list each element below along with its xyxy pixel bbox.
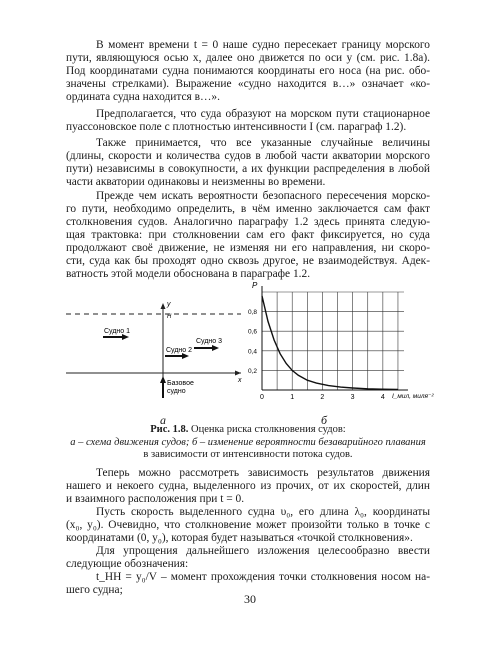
base-ship-arrowhead	[160, 376, 166, 383]
base-ship-label-line1: Базовое	[167, 380, 194, 387]
text-line: го пути, необходимо определить, в чём именно заключается сам факт	[66, 203, 430, 216]
probability-curve	[262, 296, 398, 390]
text-line: щая трактовка: при столкновении сам его факт фиксируется, но суда	[66, 229, 430, 242]
text-line: (длины, скорости и количества судов в любой части акватории морского	[66, 150, 430, 163]
x-tick-label: 1	[290, 394, 295, 401]
text-line: Также принимается, что все указанные случайные величины	[96, 137, 430, 149]
ship-2-label: Судно 2	[166, 347, 193, 354]
text-line: нашего и некоего судна, выделенного из прочих, от их скоростей, длин	[66, 480, 430, 493]
paragraph-1	[66, 39, 430, 104]
x-tick-label: 0	[260, 394, 264, 401]
text-line: ватность этой модели обоснована в параграфе 1.2.	[66, 268, 311, 281]
chart-axes	[262, 286, 408, 390]
text-line: продолжают своё движение, не изменяя ни его направления, ни скоро-	[66, 242, 430, 255]
paragraph-2	[66, 108, 430, 134]
figure-1-8	[66, 278, 446, 428]
chart-x-axis-label: I_мил, миля⁻²	[392, 393, 434, 400]
paragraph-5	[66, 467, 430, 506]
caption-text: Оценка риска столкновения судов:	[191, 424, 346, 435]
text-line: Теперь можно рассмотреть зависимость результатов движения	[96, 467, 430, 479]
text-line: ордината судна находится в…».	[66, 91, 220, 104]
figure-caption	[66, 424, 430, 462]
schema-diagram	[66, 301, 242, 398]
text-line: сти, суда как бы проходят одно сквозь другое, не взаимодействуя. Адек-	[66, 255, 430, 268]
text-line: шего судна;	[66, 584, 123, 597]
figure-label-a: а	[160, 413, 166, 427]
paragraph-6	[66, 506, 430, 545]
caption-line-1	[66, 424, 430, 437]
y-tick-label: 0,4	[248, 348, 258, 356]
probability-chart	[248, 281, 434, 401]
text-line: В момент времени t = 0 наше судно пересекает границу морского	[96, 39, 430, 51]
x-axis-arrowhead	[235, 371, 241, 376]
paragraph-3	[66, 137, 430, 189]
paragraph-4	[66, 190, 430, 281]
text-line: Для упрощения дальнейшего изложения целесообразно ввести	[96, 545, 430, 557]
text-line: значены стрелками). Выражение «судно находится в…» означает «ко-	[66, 78, 430, 91]
text-line: Под координатами судна понимаются координаты его носа (на рис. обо-	[66, 65, 430, 78]
ship-3-arrowhead	[212, 345, 219, 351]
text-line: пути) независимы в совокупности, а их функции распределения в любой	[66, 163, 430, 176]
ship-1-label: Судно 1	[104, 328, 131, 335]
chart-y-axis-label: P	[252, 281, 258, 290]
text-line: t_HH = y₀/V – момент прохождения точки столкновения носом на-	[96, 571, 430, 583]
paragraph-7	[66, 545, 430, 571]
text-line: пути, являющуюся осью x, далее оно движется по оси y (см. рис. 1.8а).	[66, 52, 430, 65]
text-line: части акватории одинаковы и неизменны во времени.	[66, 176, 326, 189]
y-tick-label: 0,6	[248, 328, 258, 336]
figure-label-b: б	[321, 413, 328, 427]
page-number: 30	[244, 592, 256, 606]
caption-line-2: а – схема движения судов; б – изменение вероятности безаварийного плавания	[70, 436, 426, 448]
text-line: и взаимного расположения при t = 0.	[66, 493, 245, 506]
text-line: (x₀, y₀). Очевидно, что столкновение может произойти только в точке с	[66, 519, 430, 532]
text-line: Пусть скорость выделенного судна υ₀, его длина λ₀, координаты	[96, 506, 430, 518]
y-axis-sublabel: H	[167, 314, 172, 320]
x-tick-label: 3	[350, 394, 355, 401]
x-axis-label: x	[238, 377, 242, 384]
x-tick-label: 4	[380, 394, 385, 401]
ship-3-label: Судно 3	[196, 338, 223, 345]
chart-grid	[262, 292, 404, 390]
text-line: пуассоновское поле с плотностью интенсивности I (см. параграф 1.2).	[66, 121, 407, 134]
y-axis-arrowhead	[161, 303, 166, 309]
text-line: координатами (0, y₀), которая будет называться «точкой столкновения».	[66, 532, 413, 545]
text-line: Прежде чем искать вероятности безопасного пересечения морско-	[96, 190, 430, 202]
y-axis-label: y	[167, 301, 171, 308]
x-tick-label: 2	[320, 394, 325, 401]
text-line: Предполагается, что суда образуют на морском пути стационарное	[96, 108, 430, 120]
y-tick-label: 0,8	[248, 309, 258, 317]
base-ship-label-line2: судно	[167, 388, 186, 395]
text-line: следующие обозначения:	[66, 558, 189, 571]
caption-line-3: в зависимости от интенсивности потока судов.	[143, 449, 353, 460]
text-line: столкновения судов. Аналогично параграфу 1.2 здесь принята следую-	[66, 216, 430, 229]
y-tick-label: 0,2	[248, 367, 258, 375]
caption-title: Рис. 1.8.	[150, 424, 189, 435]
